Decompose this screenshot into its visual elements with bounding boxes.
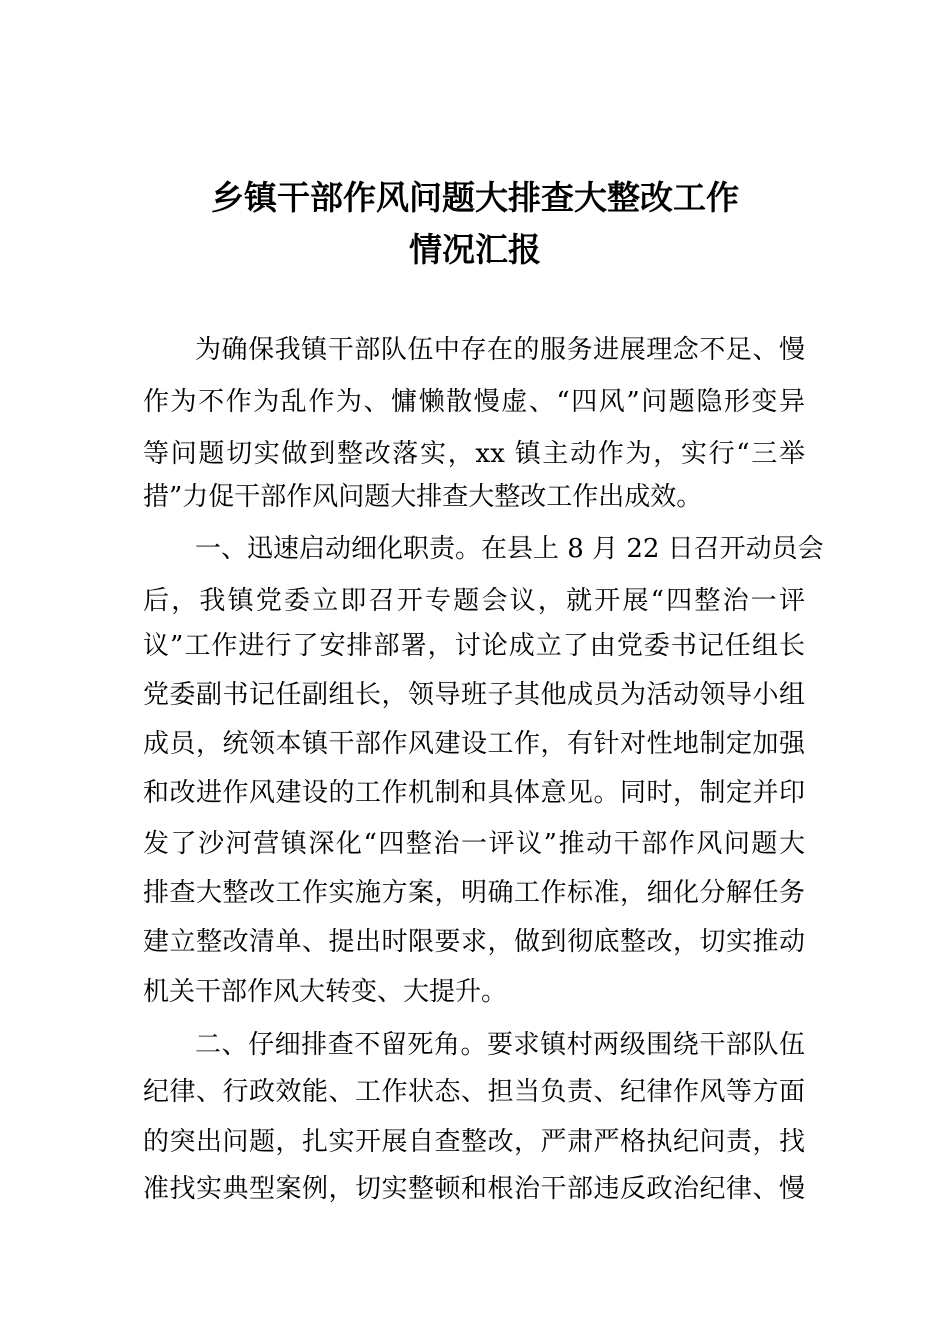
paragraph-2-line: 议”工作进行了安排部署，讨论成立了由党委书记任组长 (143, 631, 805, 661)
document-title-line-2: 情况汇报 (409, 230, 541, 269)
paragraph-1-line: 作为不作为乱作为、慵懒散慢虚、“四风”问题隐形变异 (143, 387, 805, 417)
paragraph-2-line: 发了沙河营镇深化“四整治一评议”推动干部作风问题大 (143, 829, 805, 859)
paragraph-3-line: 二、仔细排查不留死角。要求镇村两级围绕干部队伍 (195, 1030, 805, 1060)
paragraph-2-line: 和改进作风建设的工作机制和具体意见。同时，制定并印 (143, 778, 805, 808)
paragraph-3-line: 准找实典型案例，切实整顿和根治干部违反政治纪律、慢 (143, 1174, 805, 1204)
paragraph-1-line: 等问题切实做到整改落实，xx 镇主动作为，实行“三举 (143, 439, 805, 469)
paragraph-3-line: 的突出问题，扎实开展自查整改，严肃严格执纪问责，找 (143, 1127, 805, 1157)
paragraph-2-line: 机关干部作风大转变、大提升。 (143, 977, 508, 1007)
paragraph-1-line: 为确保我镇干部队伍中存在的服务进展理念不足、慢 (195, 335, 805, 365)
paragraph-2-line: 党委副书记任副组长，领导班子其他成员为活动领导小组 (143, 680, 805, 710)
paragraph-2-line: 后，我镇党委立即召开专题会议，就开展“四整治一评 (143, 586, 805, 616)
paragraph-3-line: 纪律、行政效能、工作状态、担当负责、纪律作风等方面 (143, 1077, 805, 1107)
paragraph-2-line: 成员，统领本镇干部作风建设工作，有针对性地制定加强 (143, 729, 805, 759)
paragraph-2-line: 排查大整改工作实施方案，明确工作标准，细化分解任务 (143, 878, 805, 908)
paragraph-2-line: 建立整改清单、提出时限要求，做到彻底整改，切实推动 (143, 927, 805, 957)
document-title-line-1: 乡镇干部作风问题大排查大整改工作 (211, 178, 739, 217)
paragraph-1-line: 措”力促干部作风问题大排查大整改工作出成效。 (143, 482, 703, 512)
paragraph-2-line: 一、迅速启动细化职责。在县上 8 月 22 日召开动员会 (195, 534, 824, 564)
